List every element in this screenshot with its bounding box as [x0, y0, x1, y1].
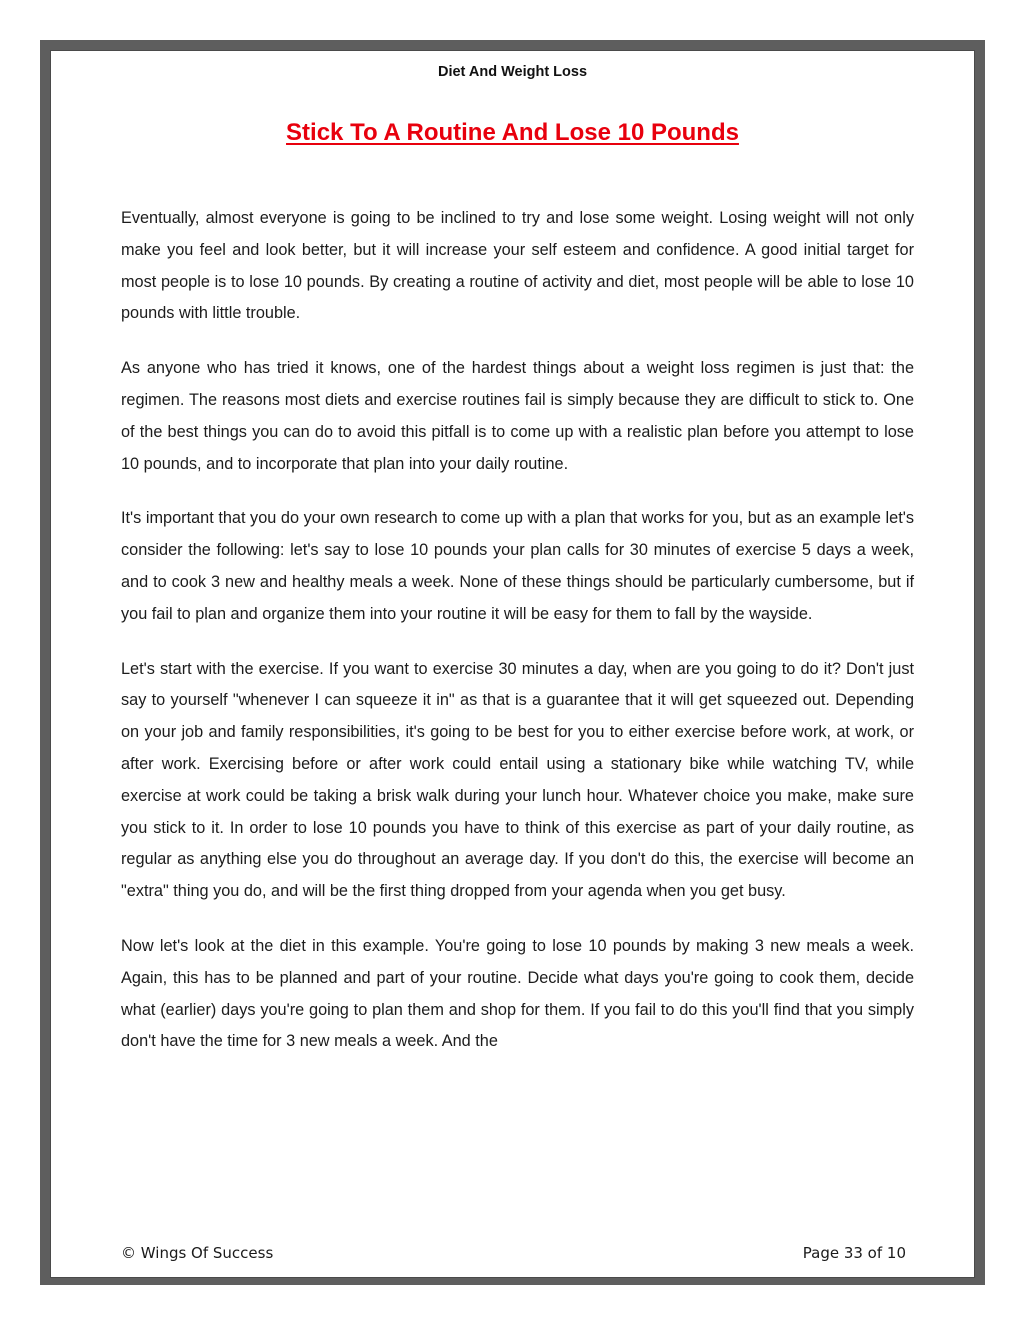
article-title: Stick To A Routine And Lose 10 Pounds — [286, 119, 739, 146]
paragraph-2: As anyone who has tried it knows, one of the hardest things about a weight loss regimen is just that: the regimen. The reasons most diets and exercise routines fail is simply because they are difficult to stick to. One of the best things you can do to avoid this pitfall is to come up with a realistic plan before you attempt to lose 10 pounds, and to incorporate that plan into your daily routine. — [121, 359, 914, 473]
copyright-notice: © Wings Of Success — [121, 1244, 274, 1262]
running-header: Diet And Weight Loss — [437, 64, 588, 80]
page — [50, 50, 975, 1278]
page-number: Page 33 of 10 — [802, 1244, 906, 1262]
paragraph-4: Let's start with the exercise. If you want to exercise 30 minutes a day, when are you going to do it? Don't just say to yourself "whenever I can squeeze it in" as that is a guarantee that it will get squeezed out. Depending on your job and family responsibilities, it's going to be best for you to either exercise before work, at work, or after work. Exercising before or after work could entail using a stationary bike while watching TV, while exercise at work could be taking a brisk walk during your lunch hour. Whatever choice you make, make sure you stick to it. In order to lose 10 pounds you have to think of this exercise as part of your daily routine, as regular as anything else you do throughout an average day. If you don't do this, the exercise will become an "extra" thing you do, and will be the first thing dropped from your agenda when you get busy. — [121, 659, 914, 901]
paragraph-5: Now let's look at the diet in this example. You're going to lose 10 pounds by making 3 new meals a week. Again, this has to be planned and part of your routine. Decide what days you're going to cook them, decide what (earlier) days you're going to plan them and shop for them. If you fail to do this you'll find that you simply don't have the time for 3 new meals a week. And the — [121, 936, 914, 1051]
paragraph-1: Eventually, almost everyone is going to be inclined to try and lose some weight. Losing weight will not only make you feel and look better, but it will increase your self esteem and confidence. A good initial target for most people is to lose 10 pounds. By creating a routine of activity and diet, most people will be able to lose 10 pounds with little trouble. — [121, 209, 914, 323]
page-footer — [121, 1244, 906, 1262]
article-body — [121, 203, 914, 1081]
paragraph-3: It's important that you do your own research to come up with a plan that works for you, but as an example let's consider the following: let's say to lose 10 pounds your plan calls for 30 minutes of exercise 5 days a week, and to cook 3 new and healthy meals a week. None of these things should be particularly cumbersome, but if you fail to plan and organize them into your routine it will be easy for them to fall by the wayside. — [121, 509, 914, 623]
page-border — [40, 40, 985, 1285]
